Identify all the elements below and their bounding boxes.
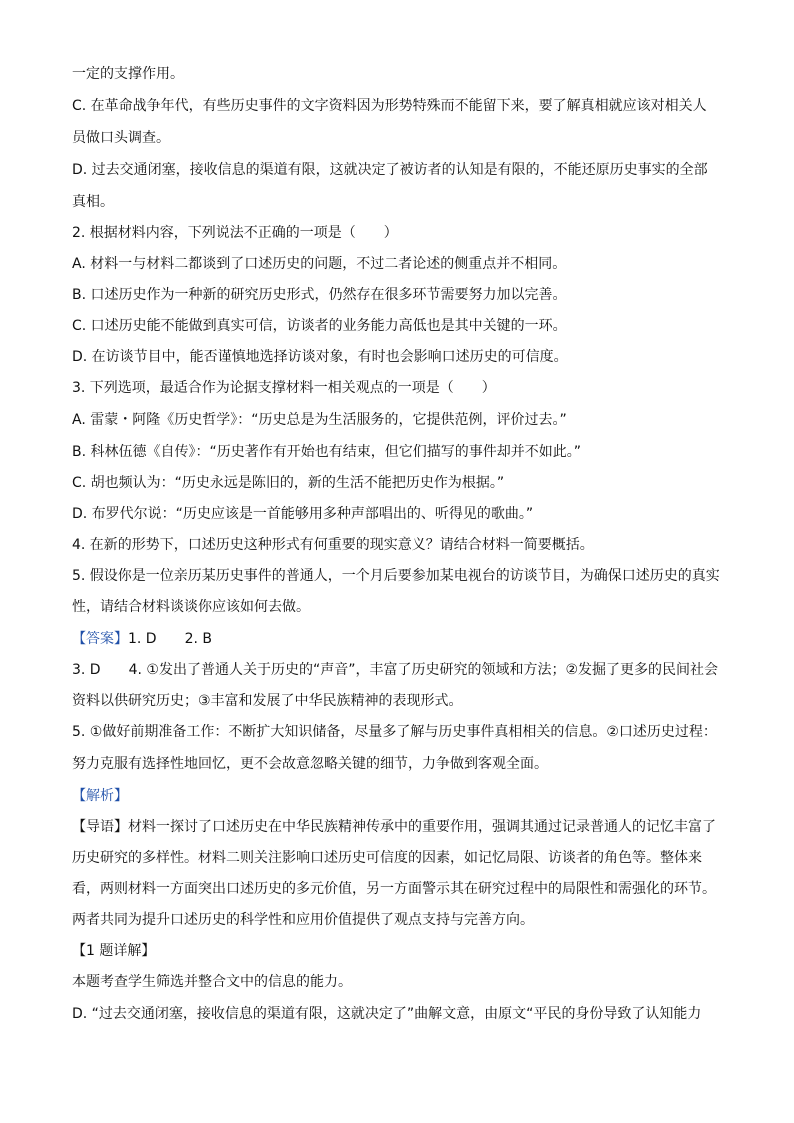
option-a: A. 雷蒙・阿隆《历史哲学》：“历史总是为生活服务的，它提供范例，评价过去。” bbox=[72, 412, 567, 428]
intro-text: 【导语】材料一探讨了口述历史在中华民族精神传承中的重要作用，强调其通过记录普通人的记忆丰富了 bbox=[72, 819, 716, 835]
question-3: 3. 下列选项，最适合作为论据支撑材料一相关观点的一项是（ ） bbox=[72, 380, 496, 396]
text-line: 历史研究的多样性。材料二则关注影响口述历史可信度的因素，如记忆局限、访谈者的角色等。整体来 bbox=[72, 850, 702, 866]
text-line: 真相。 bbox=[72, 194, 114, 210]
option-b: B. 科林伍德《自传》：“历史著作有开始也有结束，但它们描写的事件却并不如此。” bbox=[72, 444, 582, 460]
text-line: 一定的支撑作用。 bbox=[72, 66, 184, 82]
answer-5: 5. ①做好前期准备工作：不断扩大知识储备，尽量多了解与历史事件真相相关的信息。②口述历史过程： bbox=[72, 724, 717, 740]
answer-text: 1. D 2. B bbox=[128, 631, 212, 647]
analysis-label: 【解析】 bbox=[72, 788, 128, 804]
text-line: 性，请结合材料谈谈你应该如何去做。 bbox=[72, 599, 310, 615]
text-line: 看，两则材料一方面突出口述历史的多元价值，另一方面警示其在研究过程中的局限性和需强化的环节。 bbox=[72, 881, 716, 897]
question-2: 2. 根据材料内容，下列说法不正确的一项是（ ） bbox=[72, 225, 398, 241]
option-d: D. 在访谈节目中，能否谨慎地选择访谈对象，有时也会影响口述历史的可信度。 bbox=[72, 349, 568, 365]
option-b: B. 口述历史作为一种新的研究历史形式，仍然存在很多环节需要努力加以完善。 bbox=[72, 287, 567, 303]
section-heading: 【1 题详解】 bbox=[72, 943, 156, 959]
answer-line bbox=[72, 629, 722, 649]
text-line: D. 过去交通闭塞，接收信息的渠道有限，这就决定了被访者的认知是有限的，不能还原历史事实的全部 bbox=[72, 162, 708, 178]
answer-3-4: 3. D 4. ①发出了普通人关于历史的“声音”，丰富了历史研究的领域和方法；②发掘了更多的民间社会 bbox=[72, 662, 719, 678]
text-line: 本题考查学生筛选并整合文中的信息的能力。 bbox=[72, 974, 352, 990]
text-line: 员做口头调查。 bbox=[72, 130, 170, 146]
text-line: D. “过去交通闭塞，接收信息的渠道有限，这就决定了”曲解文意，由原文“平民的身份导致了认知能力 bbox=[72, 1006, 702, 1022]
option-c: C. 胡也频认为：“历史永远是陈旧的，新的生活不能把历史作为根据。” bbox=[72, 475, 505, 491]
answer-label: 【答案】 bbox=[72, 631, 128, 647]
text-line: 努力克服有选择性地回忆，更不会故意忽略关键的细节，力争做到客观全面。 bbox=[72, 756, 548, 772]
text-line: 资料以供研究历史；③丰富和发展了中华民族精神的表现形式。 bbox=[72, 693, 463, 709]
text-line: C. 在革命战争年代，有些历史事件的文字资料因为形势特殊而不能留下来，要了解真相就应该对相关人 bbox=[72, 98, 707, 114]
question-5: 5. 假设你是一位亲历某历史事件的普通人，一个月后要参加某电视台的访谈节目，为确保口述历史的真实 bbox=[72, 568, 720, 584]
option-a: A. 材料一与材料二都谈到了口述历史的问题，不过二者论述的侧重点并不相同。 bbox=[72, 256, 567, 272]
text-line: 两者共同为提升口述历史的科学性和应用价值提供了观点支持与完善方向。 bbox=[72, 912, 534, 928]
question-4: 4. 在新的形势下，口述历史这种形式有何重要的现实意义？请结合材料一简要概括。 bbox=[72, 537, 594, 553]
option-c: C. 口述历史能不能做到真实可信，访谈者的业务能力高低也是其中关键的一环。 bbox=[72, 318, 567, 334]
option-d: D. 布罗代尔说：“历史应该是一首能够用多种声部唱出的、听得见的歌曲。” bbox=[72, 506, 534, 522]
